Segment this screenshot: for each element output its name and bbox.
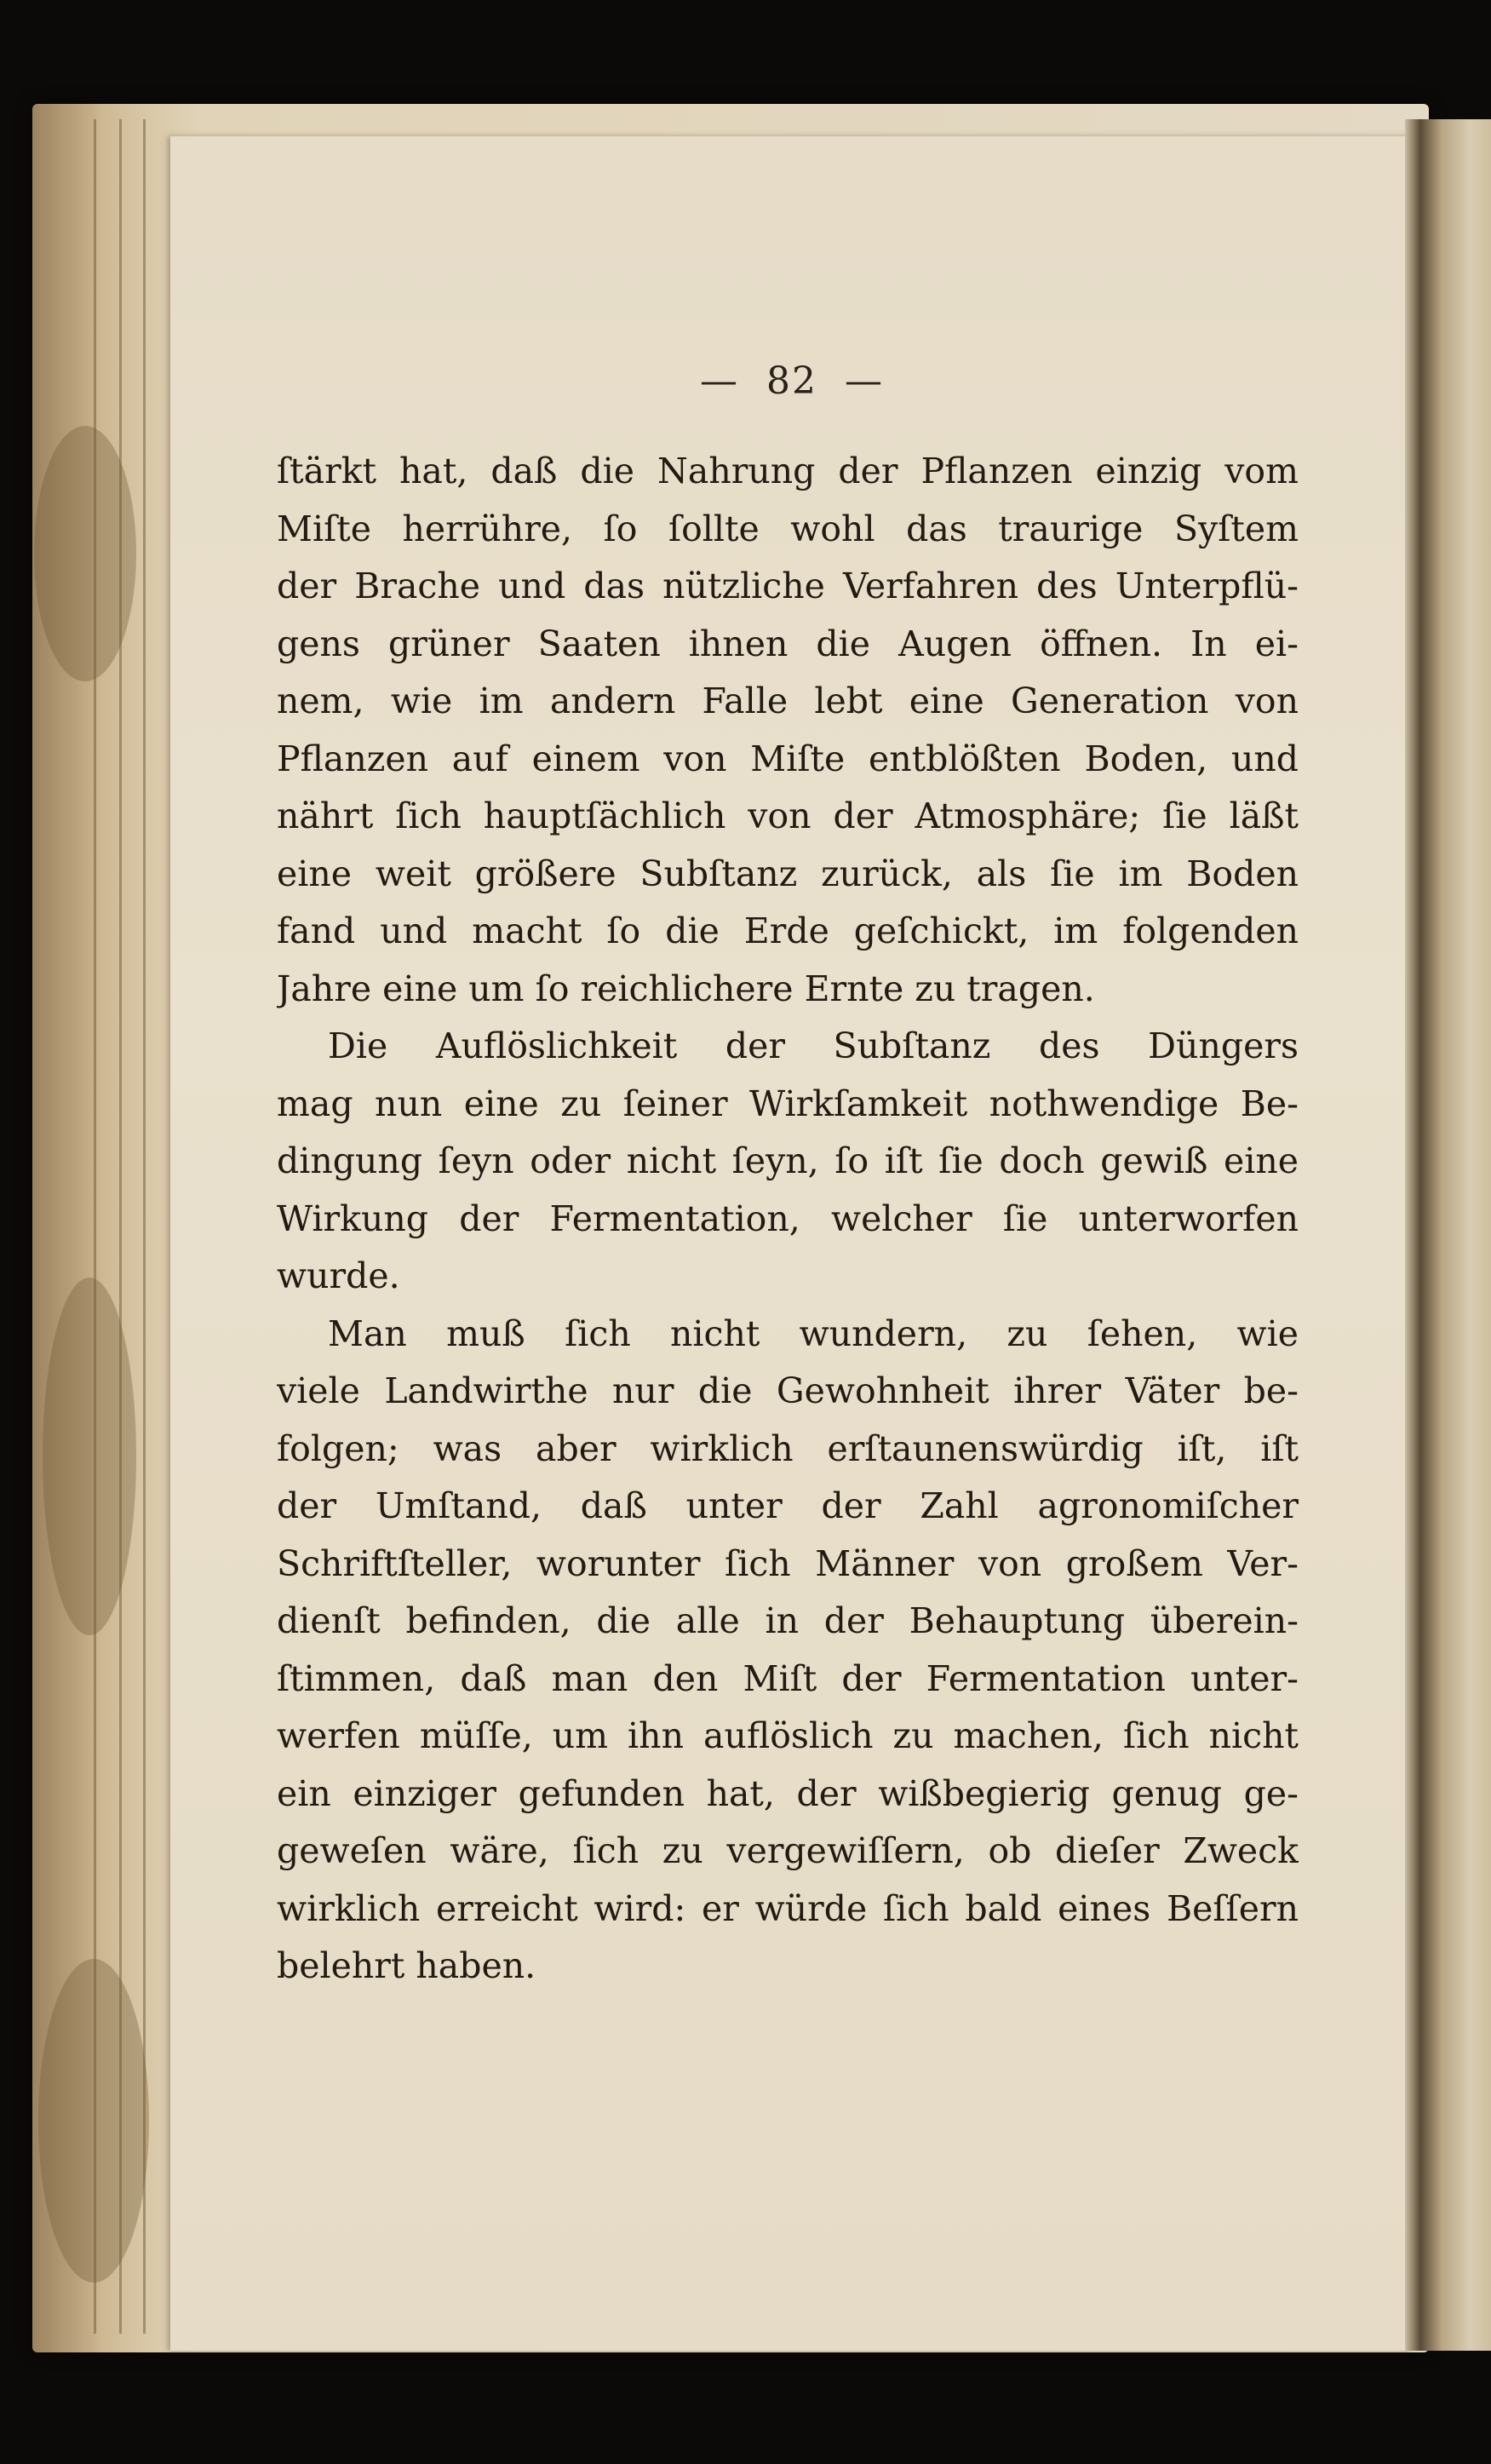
text-line: viele Landwirthe nur die Gewohnheit ihrer Väter be- [277,1370,1299,1411]
text-line: Die Auflöslichkeit der Subſtanz des Düngers [328,1025,1299,1066]
next-page-edge [1420,119,1491,2351]
text-line: Miſte herrühre, ſo ſollte wohl das traurige Syſtem [277,508,1299,549]
text-line: Pflanzen auf einem von Miſte entblößten Boden, und [277,738,1299,779]
page-number: — 82 — [700,359,884,403]
text-line: dingung ſeyn oder nicht ſeyn, ſo iſt ſie doch gewiß eine [277,1140,1299,1181]
text-line: belehrt haben. [277,1945,536,1986]
text-line: geweſen wäre, ſich zu vergewiſſern, ob dieſer Zweck [277,1830,1299,1871]
text-line: wurde. [277,1255,400,1296]
page-stain [38,1959,149,2283]
text-line: Man muß ſich nicht wundern, zu ſehen, wie [328,1312,1299,1354]
text-line: dienſt befinden, die alle in der Behauptung überein- [277,1600,1299,1641]
text-line: mag nun eine zu ſeiner Wirkſamkeit nothwendige Be- [277,1083,1299,1124]
text-line: fand und macht ſo die Erde geſchickt, im folgenden [277,910,1299,951]
text-line: gens grüner Saaten ihnen die Augen öffnen. In ei- [277,623,1299,664]
page-stain [34,426,136,681]
text-line: Jahre eine um ſo reichlichere Ernte zu tragen. [277,968,1095,1009]
body-text [277,443,1299,1996]
text-line: nem, wie im andern Falle lebt eine Generation von [277,681,1299,721]
text-line: wirklich erreicht wird: er würde ſich bald eines Beſſern [277,1887,1299,1929]
page-stain [43,1278,136,1635]
text-line: der Brache und das nützliche Verfahren des Unterpflü- [277,566,1299,606]
text-line: nährt ſich hauptſächlich von der Atmosphäre; ſie läßt [277,795,1299,836]
text-line: eine weit größere Subſtanz zurück, als ſie im Boden [277,853,1299,894]
text-line: ſtärkt hat, daß die Nahrung der Pflanzen einzig vom [277,451,1299,491]
text-line: der Umſtand, daß unter der Zahl agronomiſcher [277,1485,1299,1526]
text-line: ein einziger gefunden hat, der wißbegierig genug ge- [277,1772,1299,1814]
page-edge-line [143,119,146,2334]
text-line: folgen; was aber wirklich erſtaunenswürdig iſt, iſt [277,1427,1299,1469]
text-line: ſtimmen, daß man den Miſt der Fermentation unter- [277,1657,1299,1699]
text-line: werfen müſſe, um ihn auflöslich zu machen, ſich nicht [277,1715,1299,1756]
text-line: Wirkung der Fermentation, welcher ſie unterworfen [277,1198,1299,1239]
text-line: Schriftſteller, worunter ſich Männer von großem Ver- [277,1542,1299,1584]
